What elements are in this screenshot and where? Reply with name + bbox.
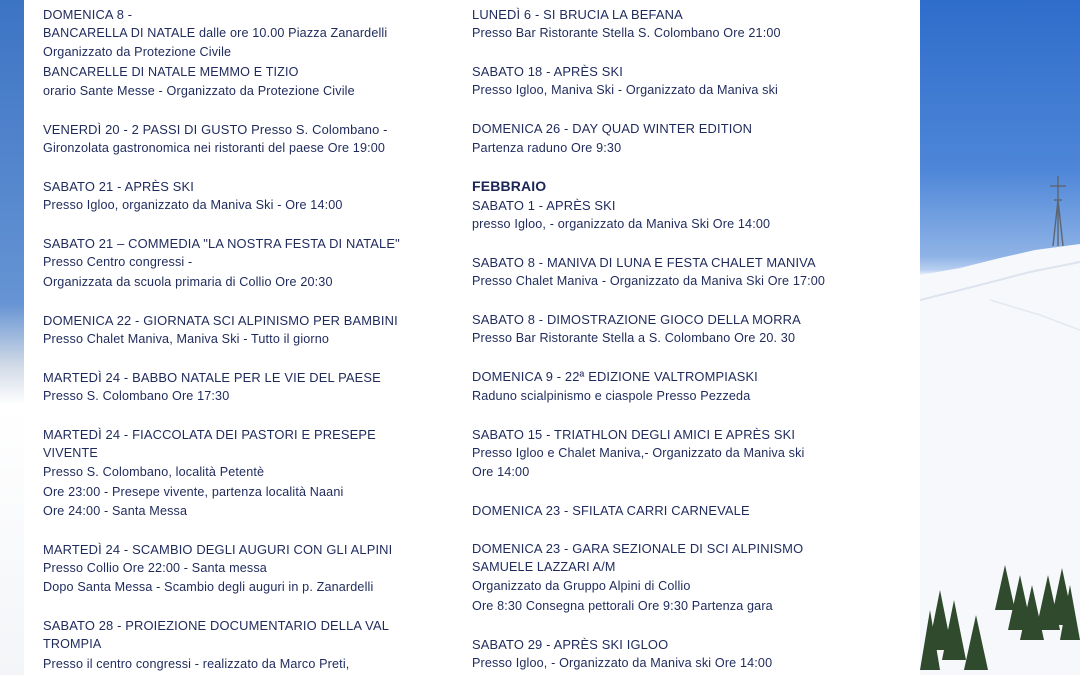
- event-detail: Presso Igloo, - Organizzato da Maniva ski Ore 14:00: [472, 655, 773, 670]
- event-detail: Presso Chalet Maniva, Maniva Ski - Tutto il giorno: [43, 331, 330, 346]
- event-title: LUNEDÌ 6 - SI BRUCIA LA BEFANA: [472, 7, 683, 22]
- event-title: SABATO 18 - APRÈS SKI: [472, 64, 623, 80]
- summit-cross-icon: [1050, 176, 1066, 246]
- event-title: DOMENICA 26 - DAY QUAD WINTER EDITION: [472, 121, 753, 137]
- event-entry: [472, 539, 912, 616]
- event-detail: Organizzato da Gruppo Alpini di Collio: [472, 579, 691, 594]
- event-entry: [43, 368, 453, 406]
- event-title: SABATO 29 - APRÈS SKI IGLOO: [472, 636, 669, 652]
- month-heading: FEBBRAIO: [472, 177, 547, 194]
- background-snow-photo-left: [0, 0, 24, 675]
- event-detail: Presso Igloo, Maniva Ski - Organizzato da Maniva ski: [472, 83, 778, 98]
- event-detail: Presso Igloo e Chalet Maniva,- Organizzato da Maniva ski: [472, 445, 805, 460]
- event-title: DOMENICA 8 -: [43, 7, 133, 22]
- event-entry: [43, 177, 453, 215]
- event-detail: Gironzolata gastronomica nei ristoranti del paese Ore 19:00: [43, 141, 386, 156]
- event-entry: [43, 5, 453, 101]
- event-detail: SAMUELE LAZZARI A/M: [472, 560, 616, 575]
- event-title: SABATO 1 - APRÈS SKI: [472, 197, 616, 213]
- event-title: SABATO 28 - PROIEZIONE DOCUMENTARIO DELLA VAL: [43, 618, 390, 634]
- event-title: VENERDÌ 20 - 2 PASSI DI GUSTO Presso S. Colombano -: [43, 121, 388, 137]
- event-title: SABATO 8 - MANIVA DI LUNA E FESTA CHALET MANIVA: [472, 255, 816, 271]
- event-detail: Presso Chalet Maniva - Organizzato da Maniva Ski Ore 17:00: [472, 274, 826, 289]
- event-detail: Ore 8:30 Consegna pettorali Ore 9:30 Partenza gara: [472, 598, 773, 613]
- event-entry: [43, 311, 453, 349]
- event-detail: BANCARELLE DI NATALE MEMMO E TIZIO: [43, 64, 299, 79]
- event-detail: BANCARELLA DI NATALE dalle ore 10.00 Piazza Zanardelli: [43, 26, 388, 41]
- event-entry: [472, 310, 912, 348]
- event-entry: [43, 425, 453, 521]
- events-column-left: [43, 5, 453, 675]
- event-detail: Partenza raduno Ore 9:30: [472, 140, 622, 155]
- event-title: SABATO 8 - DIMOSTRAZIONE GIOCO DELLA MORRA: [472, 312, 801, 328]
- event-title: MARTEDÌ 24 - FIACCOLATA DEI PASTORI E PRESEPE: [43, 427, 376, 443]
- event-detail: Dopo Santa Messa - Scambio degli auguri in p. Zanardelli: [43, 580, 374, 595]
- event-entry: [43, 120, 453, 158]
- event-entry: [472, 62, 912, 100]
- event-detail: presso Igloo, - organizzato da Maniva Ski Ore 14:00: [472, 217, 771, 232]
- event-title: SABATO 21 – COMMEDIA "LA NOSTRA FESTA DI NATALE": [43, 236, 400, 252]
- event-detail: Ore 23:00 - Presepe vivente, partenza località Naani: [43, 484, 344, 499]
- event-entry: [472, 367, 912, 405]
- event-entry: [472, 177, 912, 235]
- event-detail: Presso S. Colombano, località Petentè: [43, 465, 265, 480]
- event-title: DOMENICA 23 - SFILATA CARRI CARNEVALE: [472, 503, 750, 519]
- event-title: MARTEDÌ 24 - SCAMBIO DEGLI AUGURI CON GLI ALPINI: [43, 541, 393, 557]
- event-detail: Presso il centro congressi - realizzato da Marco Preti,: [43, 656, 350, 671]
- event-detail: Presso Centro congressi -: [43, 255, 193, 270]
- event-detail: Presso Igloo, organizzato da Maniva Ski - Ore 14:00: [43, 198, 343, 213]
- event-detail: Raduno scialpinismo e ciaspole Presso Pezzeda: [472, 388, 751, 403]
- event-detail: Organizzata da scuola primaria di Collio Ore 20:30: [43, 274, 333, 289]
- event-detail: Presso Collio Ore 22:00 - Santa messa: [43, 561, 267, 576]
- event-entry: [472, 5, 912, 43]
- event-entry: [472, 119, 912, 157]
- event-entry: [43, 616, 453, 674]
- event-detail: Organizzato da Protezione Civile: [43, 45, 232, 60]
- events-column-right: [472, 5, 912, 675]
- event-detail: VIVENTE: [43, 446, 98, 461]
- event-entry: [472, 425, 912, 483]
- events-poster-panel: [24, 0, 920, 675]
- event-entry: [43, 540, 453, 598]
- event-detail: orario Sante Messe - Organizzato da Protezione Civile: [43, 83, 355, 98]
- event-entry: [472, 501, 912, 520]
- event-detail: Presso Bar Ristorante Stella a S. Colombano Ore 20. 30: [472, 331, 796, 346]
- event-title: MARTEDÌ 24 - BABBO NATALE PER LE VIE DEL PAESE: [43, 369, 381, 385]
- event-title: DOMENICA 23 - GARA SEZIONALE DI SCI ALPINISMO: [472, 541, 804, 557]
- event-detail: Ore 14:00: [472, 465, 530, 480]
- event-detail: Presso S. Colombano Ore 17:30: [43, 389, 230, 404]
- event-detail: Presso Bar Ristorante Stella S. Colombano Ore 21:00: [472, 26, 781, 41]
- event-entry: [472, 253, 912, 291]
- background-mountain-photo: [920, 0, 1080, 675]
- event-title: SABATO 21 - APRÈS SKI: [43, 179, 194, 195]
- event-title: DOMENICA 22 - GIORNATA SCI ALPINISMO PER BAMBINI: [43, 312, 398, 328]
- event-detail: Ore 24:00 - Santa Messa: [43, 503, 188, 518]
- event-title: SABATO 15 - TRIATHLON DEGLI AMICI E APRÈS SKI: [472, 426, 796, 442]
- event-entry: [43, 234, 453, 292]
- event-entry: [472, 635, 912, 673]
- event-title: DOMENICA 9 - 22ª EDIZIONE VALTROMPIASKI: [472, 369, 758, 385]
- event-detail: TROMPIA: [43, 637, 102, 652]
